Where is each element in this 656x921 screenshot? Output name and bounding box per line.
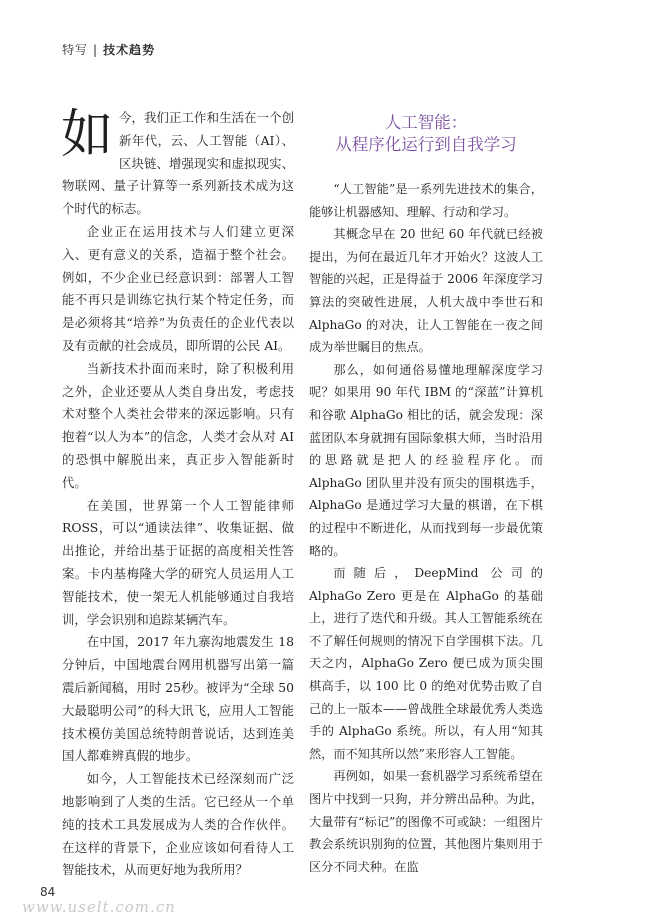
right-column xyxy=(309,112,543,878)
header-separator: | xyxy=(93,43,99,57)
paragraph: 在美国，世界第一个人工智能律师 ROSS，可以“通读法律”、收集证据、做出推论，并给出基于证据的高度相关性答案。卡内基梅隆大学的研究人员运用人工智能技术，使一架无人机能够通过自我培训，学会识别和追踪某辆汽车。 xyxy=(62,497,294,627)
watermark: www.uselt.com.cn xyxy=(22,898,176,916)
paragraph: 再例如，如果一套机器学习系统希望在图片中找到一只狗，并分辨出品种。为此，大量带有“标记”的图像不可或缺：一组图片教会系统识别狗的位置，其他图片集则用于区分不同犬种。在监 xyxy=(309,769,543,874)
paragraph: 如今，人工智能技术已经深刻而广泛地影响到了人类的生活。它已经从一个单纯的技术工具发展成为人类的合作伙伴。在这样的背景下，企业应该如何看待人工智能技术，从而更好地为我所用？ xyxy=(62,771,294,878)
header-section: 特写 xyxy=(62,43,89,57)
paragraph: 当新技术扑面而来时，除了积极利用之外，企业还要从人类自身出发，考虑技术对整个人类社会带来的深远影响。只有抱着“以人为本”的信念，人类才会从对 AI 的恐惧中解脱出来，真正步入智能新时代。 xyxy=(62,360,294,490)
paragraph: 企业正在运用技术与人们建立更深入、更有意义的关系，造福于整个社会。例如，不少企业已经意识到：部署人工智能不再只是训练它执行某个特定任务，而是必须将其“培养”为负责任的企业代表以及有贡献的社会成员，即所谓的公民 AI。 xyxy=(62,223,294,353)
section-title-line2: 从程序化运行到自我学习 xyxy=(335,135,517,154)
header-topic: 技术趋势 xyxy=(103,43,156,57)
left-column xyxy=(62,107,294,882)
paragraph: 在中国，2017 年九寨沟地震发生 18 分钟后，中国地震台网用机器写出第一篇震后新闻稿，用时 25秒。被评为“全球 50 大最聪明公司”的科大讯飞，应用人工智能技术模仿美国总统特朗普说话，达到连美国人都难辨真假的地步。 xyxy=(62,634,294,764)
section-title xyxy=(309,112,543,156)
drop-cap: 如 xyxy=(61,105,114,165)
paragraph: 今，我们正工作和生活在一个创新年代，云、人工智能（AI）、区块链、增强现实和虚拟现实、物联网、量子计算等一系列新技术成为这个时代的标志。 xyxy=(62,110,294,217)
page-number: 84 xyxy=(40,885,56,899)
paragraph: 其概念早在 20 世纪 60 年代就已经被提出，为何在最近几年才开始火？这波人工智能的兴起，正是得益于 2006 年深度学习算法的突破性进展，人机大战中李世石和 AlphaGo 的对决，让人工智能在一夜之间成为举世瞩目的焦点。 xyxy=(309,227,543,355)
paragraph: “人工智能”是一系列先进技术的集合，能够让机器感知、理解、行动和学习。 xyxy=(309,182,543,219)
section-title-line1: 人工智能： xyxy=(384,113,468,132)
running-header xyxy=(62,41,155,58)
paragraph: 那么，如何通俗易懂地理解深度学习呢？如果用 90 年代 IBM 的“深蓝”计算机和谷歌 AlphaGo 相比的话，就会发现：深蓝团队本身就拥有国际象棋大师，当时沿用的思路就是把人的经验程序化。而 AlphaGo 团队里并没有顶尖的围棋选手，AlphaGo 是通过学习大量的棋谱，在下棋的过程中不断进化，从而找到每一步最优策略的。 xyxy=(309,362,543,558)
paragraph: 而随后，DeepMind 公司的 AlphaGo Zero 更是在 AlphaGo 的基础上，进行了迭代和升级。其人工智能系统在不了解任何规则的情况下自学围棋下法。几天之内，AlphaGo Zero 便已成为顶尖围棋高手，以 100 比 0 的绝对优势击败了自己的上一版本——曾战胜全球最优秀人类选手的 AlphaGo 系统。所以，有人用“知其然，而不知其所以然”来形容人工智能。 xyxy=(309,566,543,761)
